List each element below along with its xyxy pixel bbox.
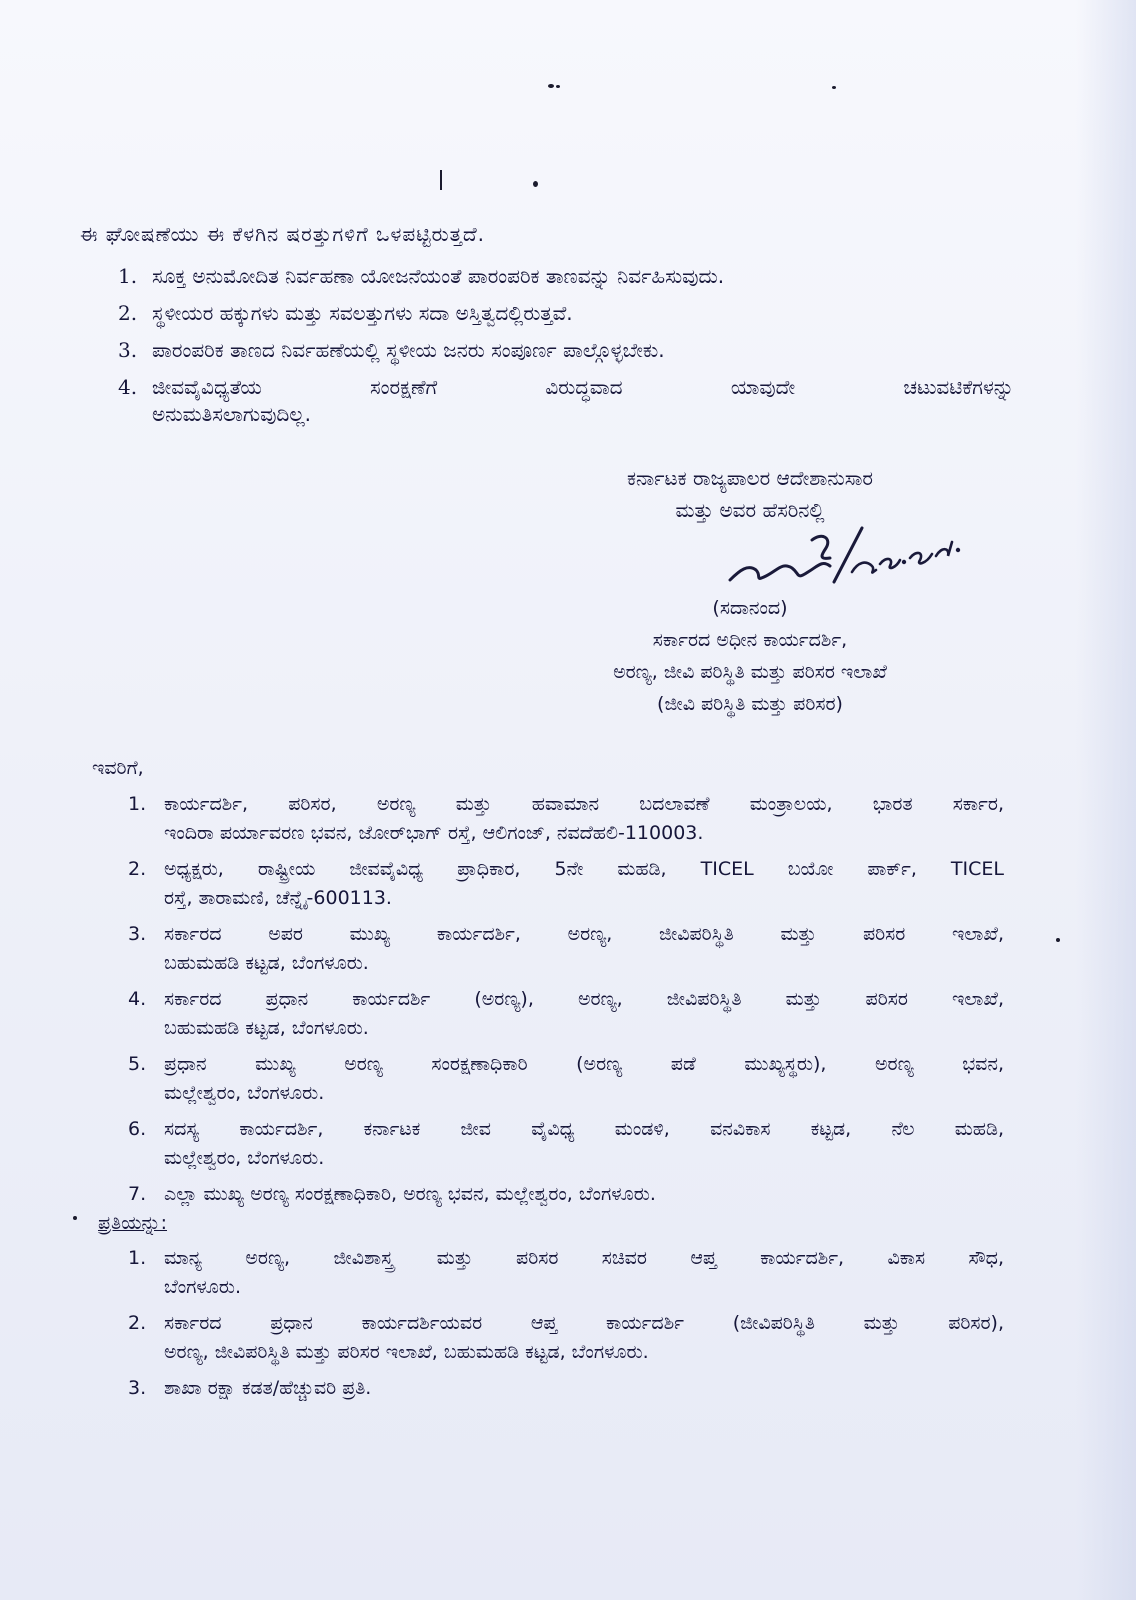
recipient-text — [164, 855, 1004, 913]
copy-line: ಅರಣ್ಯ, ಜೀವಿಪರಿಸ್ಥಿತಿ ಮತ್ತು ಪರಿಸರ ಇಲಾಖೆ, ಬಹುಮಹಡಿ ಕಟ್ಟಡ, ಬೆಂಗಳೂರು. — [164, 1341, 649, 1363]
condition-text: ಪಾರಂಪರಿಕ ತಾಣದ ನಿರ್ವಹಣೆಯಲ್ಲಿ ಸ್ಥಳೀಯ ಜನರು ಸಂಪೂರ್ಣ ಪಾಲ್ಗೊಳ್ಳಬೇಕು. — [152, 338, 665, 362]
copy-item — [128, 1309, 1004, 1367]
copy-number: 3. — [128, 1377, 147, 1399]
conditions-list — [118, 263, 1014, 438]
recipient-number: 7. — [128, 1183, 147, 1205]
scan-mark — [440, 170, 442, 190]
officer-department: ಅರಣ್ಯ, ಜೀವಿ ಪರಿಸ್ಥಿತಿ ಮತ್ತು ಪರಿಸರ ಇಲಾಖೆ — [613, 661, 887, 683]
recipient-line: ಮಲ್ಲೇಶ್ವರಂ, ಬೆಂಗಳೂರು. — [164, 1147, 325, 1169]
recipient-line: ಬಹುಮಹಡಿ ಕಟ್ಟಡ, ಬೆಂಗಳೂರು. — [164, 1017, 369, 1039]
condition-item — [118, 263, 1014, 290]
recipient-line: ಸರ್ಕಾರದ ಅಪರ ಮುಖ್ಯ ಕಾರ್ಯದರ್ಶಿ, ಅರಣ್ಯ, ಜೀವಿಪರಿಸ್ಥಿತಿ ಮತ್ತು ಪರಿಸರ ಇಲಾಖೆ, — [164, 923, 1004, 945]
copy-number: 2. — [128, 1312, 147, 1334]
scan-speck — [548, 84, 554, 88]
scan-speck — [832, 86, 836, 89]
condition-number: 4. — [118, 375, 138, 399]
recipients-list — [128, 790, 1004, 1216]
recipient-text — [164, 1050, 1004, 1108]
condition-line: ಜೀವವೈವಿಧ್ಯತೆಯ ಸಂರಕ್ಷಣೆಗೆ ವಿರುದ್ಧವಾದ ಯಾವುದೇ ಚಟುವಟಿಕೆಗಳನ್ನು — [152, 375, 1014, 399]
copy-text — [164, 1309, 1004, 1367]
recipient-text — [164, 1115, 1004, 1173]
recipient-item — [128, 985, 1004, 1043]
condition-number: 1. — [118, 264, 138, 288]
conditions-intro: ಈ ಘೋಷಣೆಯು ಈ ಕೆಳಗಿನ ಷರತ್ತುಗಳಿಗೆ ಒಳಪಟ್ಟಿರುತ್ತದೆ. — [80, 222, 485, 246]
copy-line: ಸರ್ಕಾರದ ಪ್ರಧಾನ ಕಾರ್ಯದರ್ಶಿಯವರ ಆಪ್ತ ಕಾರ್ಯದರ್ಶಿ (ಜೀವಿಪರಿಸ್ಥಿತಿ ಮತ್ತು ಪರಿಸರ), — [164, 1312, 1004, 1334]
authority-block — [540, 462, 960, 526]
recipient-line: ಇಂದಿರಾ ಪರ್ಯಾವರಣ ಭವನ, ಜೋರ್‌ಭಾಗ್ ರಸ್ತೆ, ಆಲಿಗಂಜ್, ನವದೆಹಲಿ-110003. — [164, 822, 704, 844]
copy-number: 1. — [128, 1247, 147, 1269]
officer-block — [520, 592, 980, 720]
recipient-line: ಸದಸ್ಯ ಕಾರ್ಯದರ್ಶಿ, ಕರ್ನಾಟಕ ಜೀವ ವೈವಿಧ್ಯ ಮಂಡಳಿ, ವನವಿಕಾಸ ಕಟ್ಟಡ, ನೆಲ ಮಹಡಿ, — [164, 1118, 1004, 1140]
recipient-line: ಅಧ್ಯಕ್ಷರು, ರಾಷ್ಟ್ರೀಯ ಜೀವವೈವಿಧ್ಯ ಪ್ರಾಧಿಕಾರ, 5ನೇ ಮಹಡಿ, TICEL ಬಯೋ ಪಾರ್ಕ್, TICEL — [164, 858, 1004, 880]
recipient-item — [128, 790, 1004, 848]
officer-name: (ಸದಾನಂದ) — [712, 597, 788, 619]
recipient-number: 3. — [128, 923, 147, 945]
scan-speck — [1056, 938, 1060, 942]
scan-edge-shadow — [1076, 0, 1136, 1600]
condition-number: 2. — [118, 301, 138, 325]
authority-line: ಮತ್ತು ಅವರ ಹೆಸರಿನಲ್ಲಿ — [675, 498, 825, 522]
copy-line: ಬೆಂಗಳೂರು. — [164, 1276, 242, 1298]
recipient-text — [164, 985, 1004, 1043]
condition-item — [118, 337, 1014, 364]
recipient-line: ರಸ್ತೆ, ತಾರಾಮಣಿ, ಚೆನ್ನೈ-600113. — [164, 887, 392, 909]
copy-line: ಮಾನ್ಯ ಅರಣ್ಯ, ಜೀವಿಶಾಸ್ತ್ರ ಮತ್ತು ಪರಿಸರ ಸಚಿವರ ಆಪ್ತ ಕಾರ್ಯದರ್ಶಿ, ವಿಕಾಸ ಸೌಧ, — [164, 1247, 1004, 1269]
recipient-text — [164, 920, 1004, 978]
signature-image — [726, 520, 976, 600]
condition-number: 3. — [118, 338, 138, 362]
recipient-line: ಕಾರ್ಯದರ್ಶಿ, ಪರಿಸರ, ಅರಣ್ಯ ಮತ್ತು ಹವಾಮಾನ ಬದಲಾವಣೆ ಮಂತ್ರಾಲಯ, ಭಾರತ ಸರ್ಕಾರ, — [164, 793, 1004, 815]
scan-speck — [556, 85, 560, 88]
recipient-item — [128, 1180, 1004, 1209]
copy-item — [128, 1244, 1004, 1302]
condition-text: ಸ್ಥಳೀಯರ ಹಕ್ಕುಗಳು ಮತ್ತು ಸವಲತ್ತುಗಳು ಸದಾ ಅಸ್ತಿತ್ವದಲ್ಲಿರುತ್ತವೆ. — [152, 301, 573, 325]
recipient-line: ಬಹುಮಹಡಿ ಕಟ್ಟಡ, ಬೆಂಗಳೂರು. — [164, 952, 369, 974]
recipient-item — [128, 920, 1004, 978]
recipient-number: 5. — [128, 1053, 147, 1075]
copy-item — [128, 1374, 1004, 1403]
condition-text — [152, 374, 1014, 428]
scan-speck — [73, 1216, 77, 1220]
recipient-line: ಮಲ್ಲೇಶ್ವರಂ, ಬೆಂಗಳೂರು. — [164, 1082, 325, 1104]
recipient-line: ಸರ್ಕಾರದ ಪ್ರಧಾನ ಕಾರ್ಯದರ್ಶಿ (ಅರಣ್ಯ), ಅರಣ್ಯ, ಜೀವಿಪರಿಸ್ಥಿತಿ ಮತ್ತು ಪರಿಸರ ಇಲಾಖೆ, — [164, 988, 1004, 1010]
recipient-item — [128, 855, 1004, 913]
recipient-item — [128, 1115, 1004, 1173]
recipient-number: 4. — [128, 988, 147, 1010]
copy-text: ಶಾಖಾ ರಕ್ಷಾ ಕಡತ/ಹೆಚ್ಚುವರಿ ಪ್ರತಿ. — [164, 1377, 372, 1399]
condition-item — [118, 300, 1014, 327]
copy-to-list — [128, 1244, 1004, 1410]
recipient-text — [164, 790, 1004, 848]
condition-line: ಅನುಮತಿಸಲಾಗುವುದಿಲ್ಲ. — [152, 402, 312, 426]
recipient-number: 2. — [128, 858, 147, 880]
copy-to-heading: ಪ್ರತಿಯನ್ನು: — [98, 1212, 168, 1234]
authority-line: ಕರ್ನಾಟಕ ರಾಜ್ಯಪಾಲರ ಆದೇಶಾನುಸಾರ — [626, 466, 873, 490]
recipient-number: 6. — [128, 1118, 147, 1140]
scan-speck — [533, 181, 538, 187]
copy-text — [164, 1244, 1004, 1302]
condition-item — [118, 374, 1014, 428]
officer-designation: ಸರ್ಕಾರದ ಅಧೀನ ಕಾರ್ಯದರ್ಶಿ, — [652, 629, 848, 651]
recipient-item — [128, 1050, 1004, 1108]
recipient-line: ಪ್ರಧಾನ ಮುಖ್ಯ ಅರಣ್ಯ ಸಂರಕ್ಷಣಾಧಿಕಾರಿ (ಅರಣ್ಯ ಪಡೆ ಮುಖ್ಯಸ್ಥರು), ಅರಣ್ಯ ಭವನ, — [164, 1053, 1004, 1075]
condition-text: ಸೂಕ್ತ ಅನುಮೋದಿತ ನಿರ್ವಹಣಾ ಯೋಜನೆಯಂತೆ ಪಾರಂಪರಿಕ ತಾಣವನ್ನು ನಿರ್ವಹಿಸುವುದು. — [152, 264, 725, 288]
recipients-heading: ಇವರಿಗೆ, — [92, 757, 144, 779]
recipient-text: ಎಲ್ಲಾ ಮುಖ್ಯ ಅರಣ್ಯ ಸಂರಕ್ಷಣಾಧಿಕಾರಿ, ಅರಣ್ಯ ಭವನ, ಮಲ್ಲೇಶ್ವರಂ, ಬೆಂಗಳೂರು. — [164, 1183, 656, 1205]
recipient-number: 1. — [128, 793, 147, 815]
officer-wing: (ಜೀವಿ ಪರಿಸ್ಥಿತಿ ಮತ್ತು ಪರಿಸರ) — [657, 693, 843, 715]
